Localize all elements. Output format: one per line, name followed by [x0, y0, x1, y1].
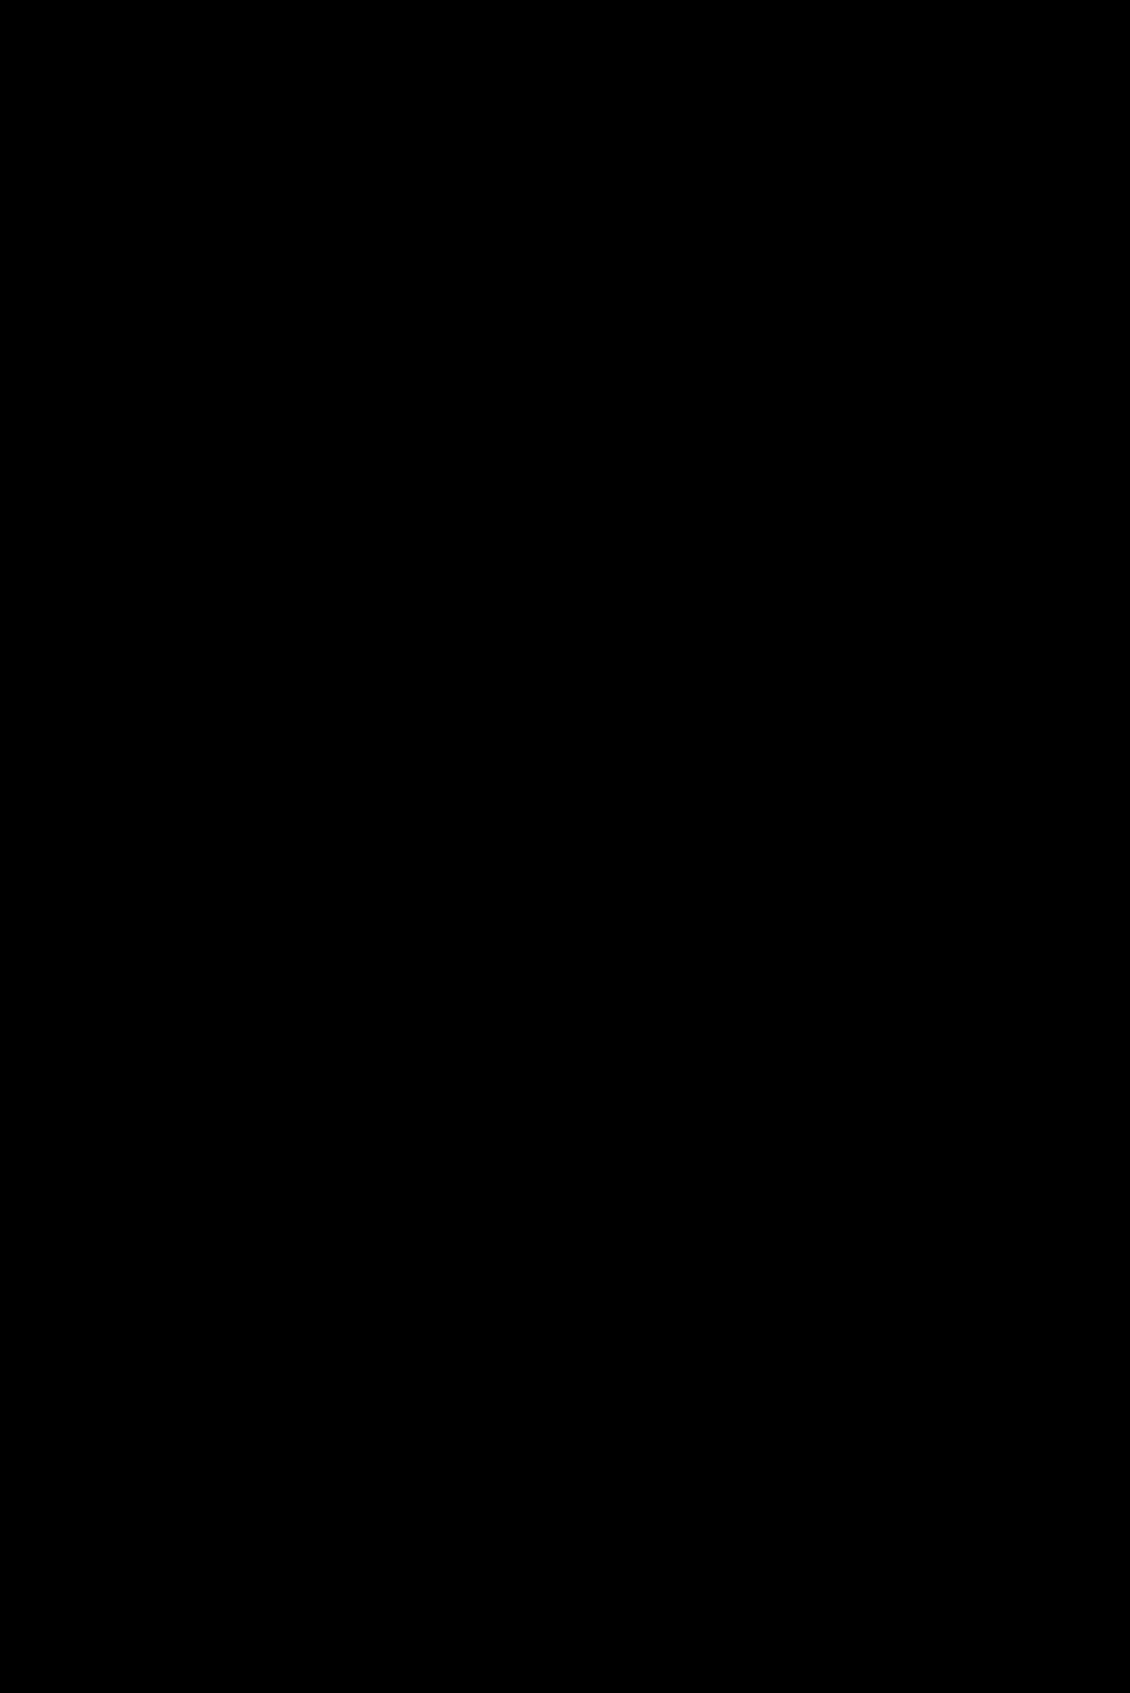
body-text [142, 153, 1024, 1429]
paragraph-7 [142, 1297, 1024, 1429]
paragraph-text: і [627, 686, 651, 719]
paragraph-text: . [839, 686, 847, 719]
paragraph-6 [142, 1077, 1024, 1297]
emphasis-text: законами творчої кривої [461, 598, 791, 631]
paragraph-text: У цій книжці я докладно науково обґрунтую творчу криву і подам методологію, яка допоможе вам максимізувати шанси створити хіт — у будь-якій галузі. [142, 1302, 1024, 1423]
paragraph-text: Хоч у якій галузі вони працюють, новатори, з якими я спілкувався, користуються на диво подібними методами. Вони розуміють, що таке [142, 290, 1024, 411]
paragraph-text: До кожного закону я подам наукове обґрунтування, а також практичні вказівки до застосування. Добра новина: ці закони можна прикласти до будь-якої творчої діяльності або творчої особистості. [142, 950, 1024, 1071]
paragraph-1 [142, 153, 1024, 285]
emphasis-text: закон ітерацій [650, 686, 840, 719]
paragraph-4 [142, 725, 1024, 945]
paragraph-text: . У цій книжці я окреслю й поясню чотири закони: [142, 598, 1024, 675]
paragraph-text: , і впроваджують нове так, щоб аудиторія на нього зреагувала. Вони повільно змінюють свій творчий стиль, щоб підтримувати стабільно високий інтерес до своєї творчості. [142, 378, 1024, 543]
paragraph-text: Методи, які опанували ці творці, щоб у свою чергу опанувати творчу криву, я назвав [142, 554, 1024, 631]
emphasis-text: знайоме [442, 378, 546, 411]
paragraph-text: Творчі генії систематично перевершують решту суспільства, підсвідомо чи свідомо застосовуючи закони творчої кривої, щоб створити придатну для налаштування систему успіху, яка допомагає їм відкривати чи створювати ідеї, що ідеально гармонійно поєднують знайоме і новітнє. [142, 730, 1024, 939]
paragraph-2 [142, 285, 1024, 549]
paragraph-text: Знову ж таки, традиційний погляд на творчість передбачає, що ми живемо у світі нескінченних можливостей і маємо просто почекати, доки й до нас проб’ється якась новаторська ідея. Нам кажуть, що такі щасливі моменти непередбачувані й можуть спіткати нас у будь-яку мить — у душі, в електричці, в залі засідань. [142, 1082, 1024, 1291]
emphasis-text: закон споживання, закон наслідування, закон творчих спільнот [142, 642, 1024, 719]
paragraph-5 [142, 945, 1024, 1077]
paragraph-text: називають творчим генієм, є насправді здатністю розуміти механіку творчої кривої, свідомо чи несвідомо, і користуватися цією механікою для досягнення успіху в широкого загалу. [142, 158, 1024, 279]
paragraph-3 [142, 549, 1024, 725]
